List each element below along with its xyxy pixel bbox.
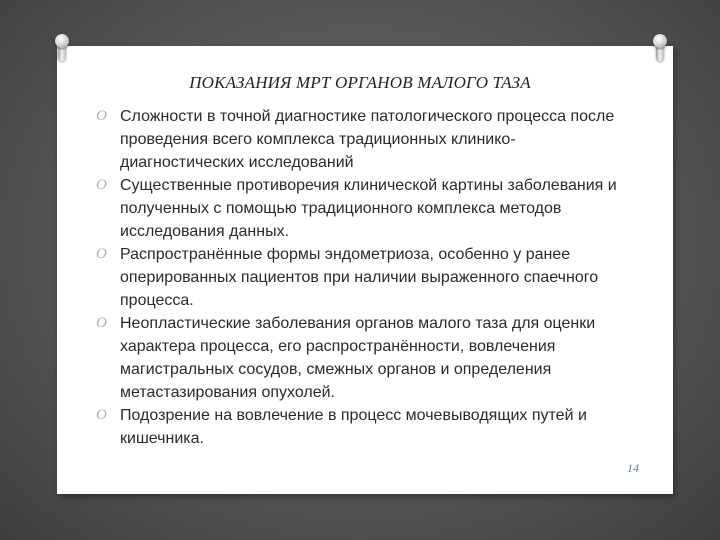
- slide-title: ПОКАЗАНИЯ МРТ ОРГАНОВ МАЛОГО ТАЗА: [189, 73, 531, 92]
- pushpin-icon: [55, 34, 69, 62]
- bullet-item: [96, 174, 636, 243]
- bullet-marker: O: [96, 407, 107, 423]
- bullet-item: [96, 404, 636, 450]
- bullet-item: [96, 312, 636, 404]
- bullet-item: [96, 105, 636, 174]
- bullet-marker: O: [96, 108, 107, 124]
- bullet-text: Существенные противоречия клинической картины заболевания и полученных с помощью традиционного комплекса методов исследования данных.: [120, 177, 617, 240]
- pushpin-icon: [653, 34, 667, 62]
- bullet-list: [96, 105, 636, 450]
- bullet-marker: O: [96, 315, 107, 331]
- page-number: 14: [627, 461, 639, 475]
- bullet-text: Распространённые формы эндометриоза, особенно у ранее оперированных пациентов при наличии выраженного спаечного процесса.: [120, 246, 599, 309]
- bullet-item: [96, 243, 636, 312]
- bullet-text: Неопластические заболевания органов малого таза для оценки характера процесса, его распространённости, вовлечения магистральных сосудов, смежных органов и определения метастазирования опухолей.: [120, 315, 596, 401]
- bullet-text: Сложности в точной диагностике патологического процесса после проведения всего комплекса традиционных клинико-диагностических исследований: [120, 108, 615, 171]
- bullet-text: Подозрение на вовлечение в процесс мочевыводящих путей и кишечника.: [120, 407, 587, 447]
- bullet-marker: O: [96, 177, 107, 193]
- bullet-marker: O: [96, 246, 107, 262]
